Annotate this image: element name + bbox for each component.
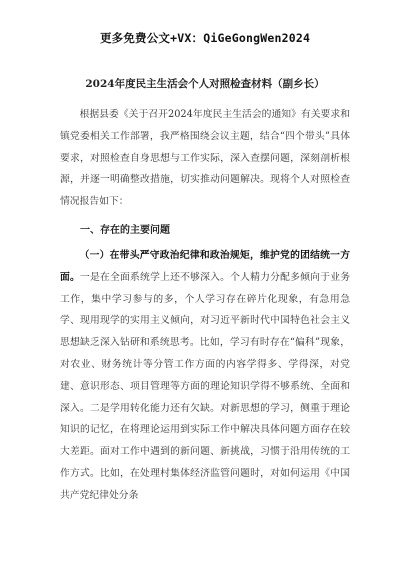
body-text: 一是在全面系统学上还不够深入。个人精力分配多倾向于业务工作，集中学习参与的多，个人学习存在碎片化现象，有急用急学、现用现学的实用主义倾向，对习近平新时代中国特色社会主义思想缺乏深入钻研和系统思考。比如，学习有时存在“偏科”现象，对农业、财务统计等分管工作方面的内容学得多、学得深，对党建、意识形态、项目管理等方面的理论知识学得不够系统、全面和深入。二是学用转化能力还有欠缺。对新思想的学习，侧重于理论知识的记忆，在将理论运用到实际工作中解决具体问题方面存在较大差距。面对工作中遇到的新问题、新挑战，习惯于沿用传统的工作方式。比如，在处理村集体经济监管问题时，对如何运用《中国共产党纪律处分条 (60, 271, 351, 501)
watermark-header: 更多免费公文+VX：QiGeGongWen2024 (99, 31, 311, 45)
body-paragraph (60, 245, 350, 507)
document-title: 2024年度民主生活会个人对照检查材料（副乡长） (85, 78, 325, 90)
section-heading: 一、存在的主要问题 (80, 224, 170, 236)
intro-paragraph: 根据县委《关于召开2024年度民主生活会的通知》有关要求和镇党委相关工作部署，我严格围绕会议主题，结合“四个带头”具体要求，对照检查自身思想与工作实际，深入查摆问题，深刻剖析根源，并逐一明确整改措施，切实推动问题解决。现将个人对照检查情况报告如下： (60, 109, 350, 208)
subsection-heading: （一）在带头严守政治纪律和政治规矩，维护党的团结统一方面。 (60, 249, 350, 283)
